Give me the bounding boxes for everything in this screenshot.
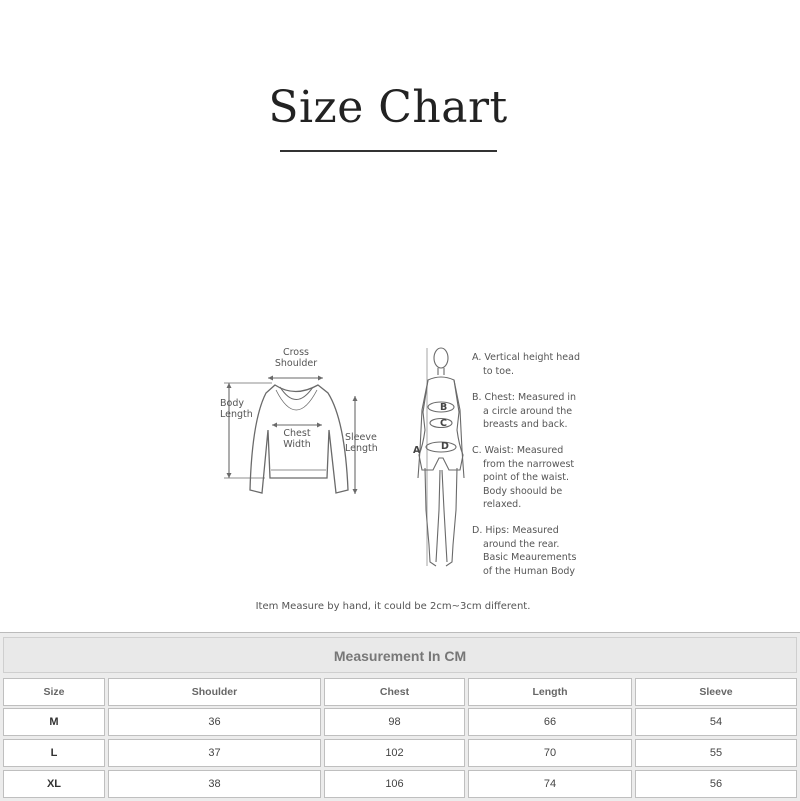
body-length-label: Body Length [220, 398, 253, 420]
legend-item-c: C. Waist: Measured from the narrowest point of the waist. Body shoould be relaxed. [472, 445, 575, 510]
measurement-note: Item Measure by hand, it could be 2cm~3cm different. [255, 601, 531, 612]
page-title: Size Chart [268, 82, 508, 133]
marker-d: D [441, 441, 449, 452]
table-cell: 37 [108, 739, 321, 767]
table-cell: 54 [635, 708, 797, 736]
table-cell: 36 [108, 708, 321, 736]
table-cell: 56 [635, 770, 797, 798]
size-table [0, 632, 800, 801]
table-cell: 38 [108, 770, 321, 798]
marker-a: A [413, 445, 421, 456]
sleeve-length-label: Sleeve Length [345, 432, 378, 454]
table-cell: 74 [468, 770, 632, 798]
marker-b: B [440, 402, 448, 413]
table-cell: 106 [324, 770, 465, 798]
table-row-size: L [3, 739, 105, 767]
column-header-chest: Chest [324, 678, 465, 706]
column-header-length: Length [468, 678, 632, 706]
column-header-sleeve: Sleeve [635, 678, 797, 706]
column-header-size: Size [3, 678, 105, 706]
column-header-shoulder: Shoulder [108, 678, 321, 706]
legend-item-d: D. Hips: Measured around the rear. Basic Meaurements of the Human Body [472, 525, 577, 577]
legend-item-a: A. Vertical height head to toe. [472, 352, 580, 377]
table-row-size: XL [3, 770, 105, 798]
table-cell: 55 [635, 739, 797, 767]
chest-width-label: Chest Width [283, 428, 311, 450]
table-cell: 66 [468, 708, 632, 736]
table-caption: Measurement In CM [3, 637, 797, 673]
table-cell: 98 [324, 708, 465, 736]
table-row-size: M [3, 708, 105, 736]
table-cell: 102 [324, 739, 465, 767]
legend-item-b: B. Chest: Measured in a circle around the breasts and back. [472, 392, 577, 430]
cross-shoulder-label: Cross Shoulder [274, 347, 318, 369]
table-cell: 70 [468, 739, 632, 767]
marker-c: C [440, 418, 447, 429]
